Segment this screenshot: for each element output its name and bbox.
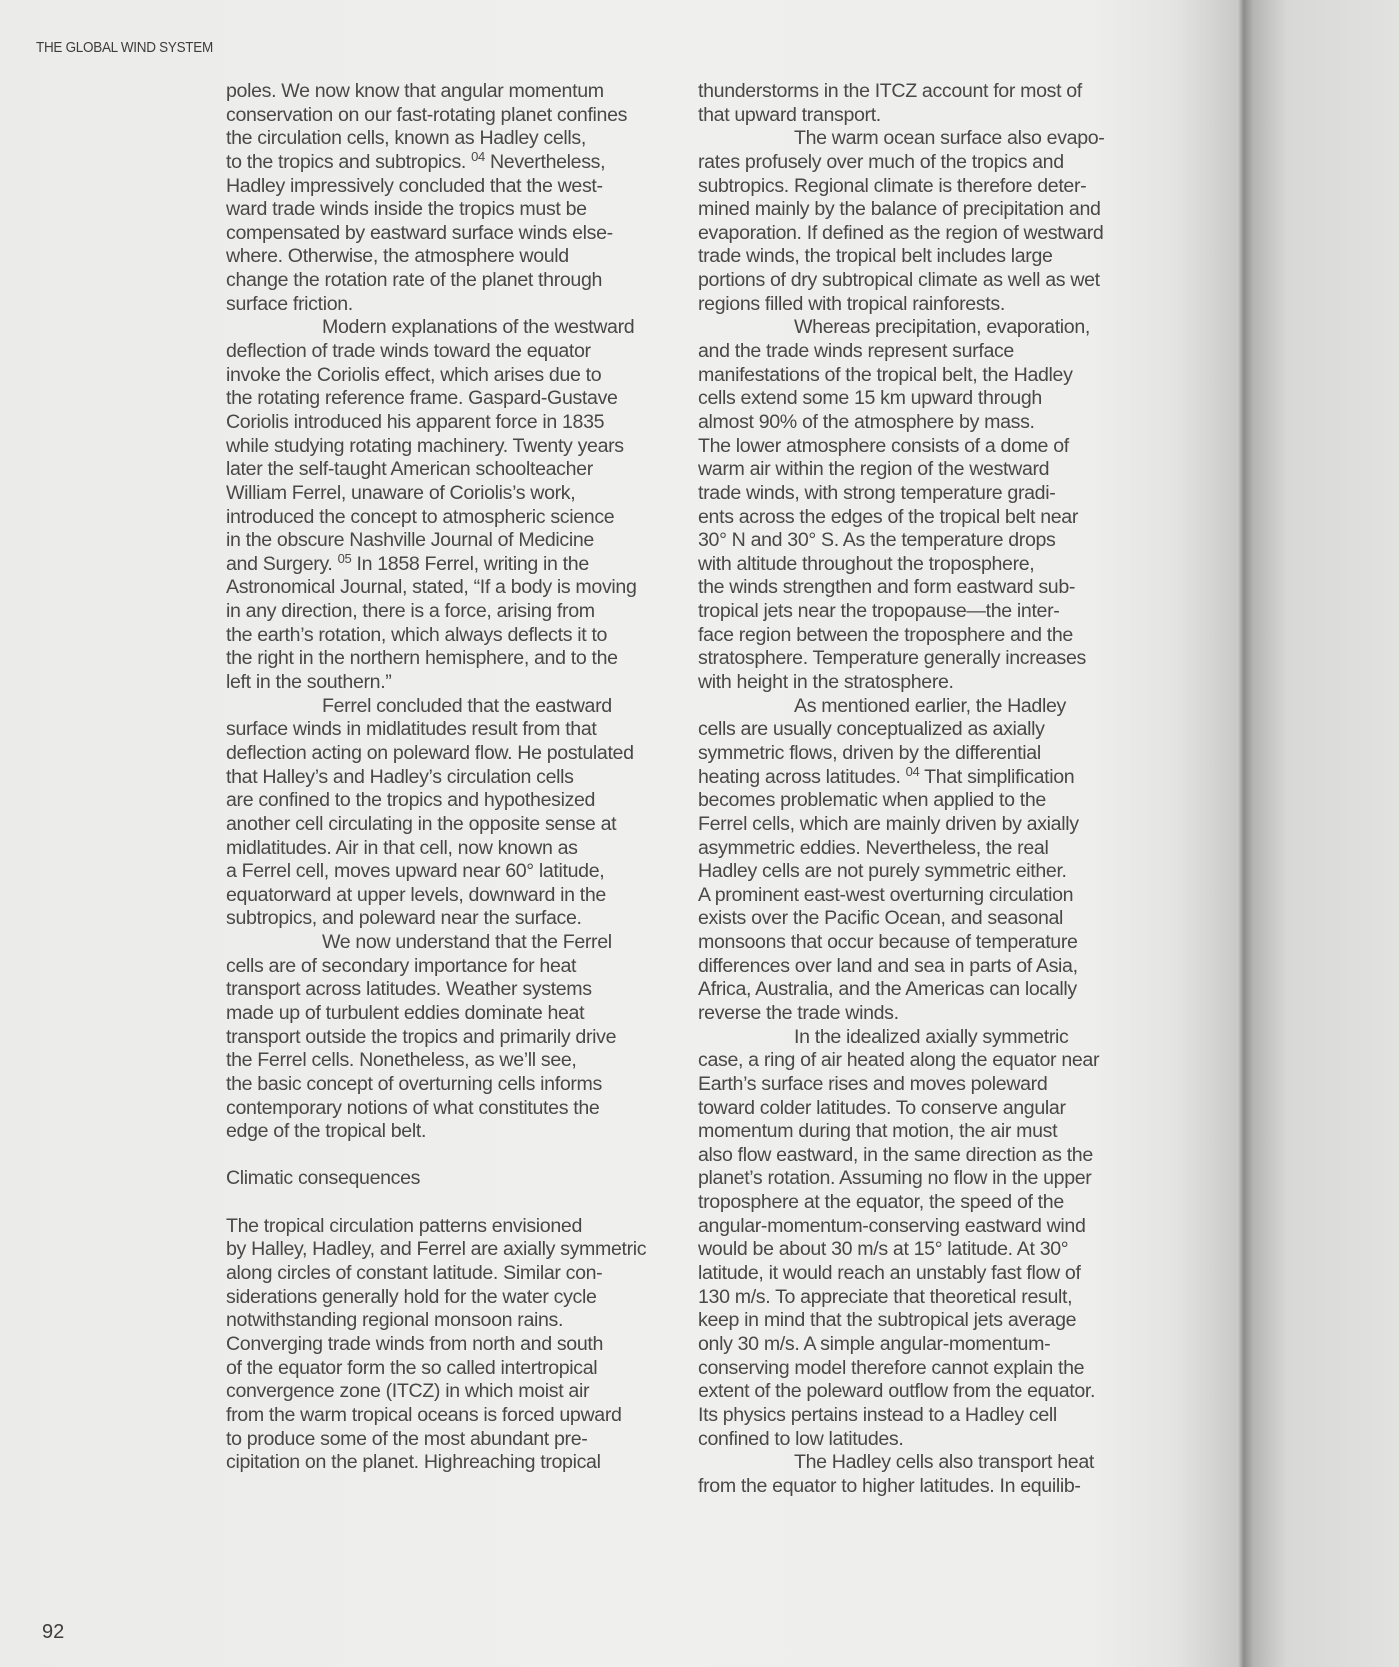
line-text: of the equator form the so called intertropical bbox=[226, 1356, 598, 1379]
text-line bbox=[226, 978, 704, 1002]
line-text: trade winds, the tropical belt includes large bbox=[698, 245, 1053, 268]
line-text: to the tropics and subtropics. bbox=[226, 150, 466, 173]
text-line bbox=[698, 955, 1176, 979]
text-line bbox=[698, 1357, 1176, 1381]
text-line bbox=[226, 1073, 704, 1097]
line-text: with height in the stratosphere. bbox=[698, 671, 954, 694]
right-column-lines bbox=[698, 80, 1176, 1498]
line-text: A prominent east-west overturning circulation bbox=[698, 883, 1074, 906]
text-line bbox=[698, 1026, 1176, 1050]
text-line bbox=[226, 411, 704, 435]
text-line bbox=[226, 931, 704, 955]
text-line bbox=[698, 482, 1176, 506]
line-text: Hadley cells are not purely symmetric either. bbox=[698, 860, 1067, 883]
footnote-reference: 05 bbox=[337, 550, 352, 566]
text-line bbox=[698, 1215, 1176, 1239]
text-line bbox=[698, 316, 1176, 340]
line-text: the circulation cells, known as Hadley cells, bbox=[226, 127, 586, 150]
line-text: extent of the poleward outflow from the equator. bbox=[698, 1380, 1096, 1403]
text-line bbox=[698, 435, 1176, 459]
text-line bbox=[226, 600, 704, 624]
text-line bbox=[226, 1357, 704, 1381]
text-line bbox=[226, 718, 704, 742]
text-line bbox=[698, 387, 1176, 411]
text-line bbox=[698, 742, 1176, 766]
line-text: where. Otherwise, the atmosphere would bbox=[226, 245, 569, 268]
line-text: Hadley impressively concluded that the west- bbox=[226, 174, 603, 197]
line-text: by Halley, Hadley, and Ferrel are axially symmetric bbox=[226, 1238, 647, 1261]
line-text: surface friction. bbox=[226, 292, 353, 315]
line-text: The lower atmosphere consists of a dome of bbox=[698, 434, 1069, 457]
text-line bbox=[698, 245, 1176, 269]
text-line bbox=[698, 198, 1176, 222]
line-text: cipitation on the planet. Highreaching tropical bbox=[226, 1451, 601, 1474]
line-text: subtropics. Regional climate is therefore deter- bbox=[698, 174, 1087, 197]
text-line bbox=[698, 1286, 1176, 1310]
line-text: change the rotation rate of the planet through bbox=[226, 269, 603, 292]
line-text: mined mainly by the balance of precipitation and bbox=[698, 198, 1101, 221]
line-text: thunderstorms in the ITCZ account for most of bbox=[698, 80, 1082, 102]
section-heading: Climatic consequences bbox=[226, 1167, 421, 1190]
text-line bbox=[698, 1262, 1176, 1286]
text-line bbox=[698, 813, 1176, 837]
text-line bbox=[226, 506, 704, 530]
line-text: Modern explanations of the westward bbox=[322, 316, 635, 339]
line-text: exists over the Pacific Ocean, and seasonal bbox=[698, 907, 1064, 930]
text-line bbox=[226, 269, 704, 293]
line-text: 130 m/s. To appreciate that theoretical result, bbox=[698, 1285, 1073, 1308]
text-line bbox=[226, 364, 704, 388]
line-text: in any direction, there is a force, arising from bbox=[226, 600, 595, 623]
line-text: deflection acting on poleward flow. He postulated bbox=[226, 741, 634, 764]
line-text: the rotating reference frame. Gaspard-Gustave bbox=[226, 387, 618, 410]
text-line bbox=[226, 316, 704, 340]
text-line bbox=[226, 860, 704, 884]
line-text: in the obscure Nashville Journal of Medicine bbox=[226, 529, 594, 552]
text-line bbox=[226, 1380, 704, 1404]
text-line bbox=[698, 411, 1176, 435]
text-line bbox=[226, 1262, 704, 1286]
text-line bbox=[226, 789, 704, 813]
line-text: Converging trade winds from north and south bbox=[226, 1332, 604, 1355]
line-text: rates profusely over much of the tropics and bbox=[698, 150, 1064, 173]
text-line bbox=[226, 127, 704, 151]
line-text: Coriolis introduced his apparent force in 1835 bbox=[226, 410, 605, 433]
line-text: Its physics pertains instead to a Hadley cell bbox=[698, 1403, 1057, 1426]
line-text: Ferrel concluded that the eastward bbox=[322, 694, 612, 717]
line-text: the winds strengthen and form eastward sub- bbox=[698, 576, 1076, 599]
text-line bbox=[698, 1309, 1176, 1333]
text-line bbox=[226, 1286, 704, 1310]
line-text: convergence zone (ITCZ) in which moist air bbox=[226, 1380, 590, 1403]
line-text: deflection of trade winds toward the equator bbox=[226, 340, 591, 363]
text-line bbox=[698, 1333, 1176, 1357]
left-column-lines-after-heading bbox=[226, 1215, 704, 1475]
text-line bbox=[698, 600, 1176, 624]
line-text: subtropics, and poleward near the surface. bbox=[226, 907, 582, 930]
text-line bbox=[698, 1167, 1176, 1191]
line-text: cells are usually conceptualized as axially bbox=[698, 718, 1045, 741]
text-line bbox=[698, 763, 1176, 790]
text-line bbox=[226, 1002, 704, 1026]
text-line bbox=[698, 1404, 1176, 1428]
line-text: that Halley’s and Hadley’s circulation cells bbox=[226, 765, 574, 788]
line-text: conservation on our fast-rotating planet confines bbox=[226, 103, 628, 126]
text-line bbox=[698, 978, 1176, 1002]
line-text-continued: That simplification bbox=[919, 765, 1075, 788]
line-text: ents across the edges of the tropical belt near bbox=[698, 505, 1079, 528]
line-text: 30° N and 30° S. As the temperature drops bbox=[698, 529, 1056, 552]
text-line bbox=[698, 340, 1176, 364]
text-line bbox=[698, 1120, 1176, 1144]
line-text-continued: In 1858 Ferrel, writing in the bbox=[351, 552, 589, 575]
line-text-continued: Nevertheless, bbox=[484, 150, 606, 173]
line-text: the basic concept of overturning cells informs bbox=[226, 1072, 602, 1095]
text-line bbox=[698, 907, 1176, 931]
line-text: In the idealized axially symmetric bbox=[794, 1025, 1069, 1048]
text-line bbox=[226, 1309, 704, 1333]
line-text: regions filled with tropical rainforests. bbox=[698, 292, 1005, 315]
line-text: almost 90% of the atmosphere by mass. bbox=[698, 410, 1035, 433]
text-line bbox=[226, 1049, 704, 1073]
text-line bbox=[698, 127, 1176, 151]
line-text: We now understand that the Ferrel bbox=[322, 931, 612, 954]
line-text: and Surgery. bbox=[226, 552, 333, 575]
line-text: toward colder latitudes. To conserve angular bbox=[698, 1096, 1066, 1119]
text-line bbox=[698, 553, 1176, 577]
line-text: Ferrel cells, which are mainly driven by axially bbox=[698, 812, 1079, 835]
text-line bbox=[226, 837, 704, 861]
line-text: only 30 m/s. A simple angular-momentum- bbox=[698, 1332, 1051, 1355]
line-text: also flow eastward, in the same direction as the bbox=[698, 1143, 1093, 1166]
line-text: cells are of secondary importance for heat bbox=[226, 954, 577, 977]
text-column-left bbox=[226, 80, 704, 1475]
text-line bbox=[226, 1428, 704, 1452]
footnote-reference: 04 bbox=[471, 148, 485, 164]
line-text: stratosphere. Temperature generally increases bbox=[698, 647, 1086, 670]
line-text: evaporation. If defined as the region of westward bbox=[698, 221, 1104, 244]
line-text: midlatitudes. Air in that cell, now known as bbox=[226, 836, 578, 859]
line-text: the earth’s rotation, which always deflects it to bbox=[226, 623, 608, 646]
text-line bbox=[226, 955, 704, 979]
line-text: made up of turbulent eddies dominate heat bbox=[226, 1001, 585, 1024]
line-text: heating across latitudes. bbox=[698, 765, 901, 788]
text-line bbox=[698, 269, 1176, 293]
line-text: reverse the trade winds. bbox=[698, 1001, 899, 1024]
line-text: As mentioned earlier, the Hadley bbox=[794, 694, 1066, 717]
text-line bbox=[226, 458, 704, 482]
text-line bbox=[698, 860, 1176, 884]
line-text: notwithstanding regional monsoon rains. bbox=[226, 1309, 564, 1332]
line-text: transport outside the tropics and primarily drive bbox=[226, 1025, 617, 1048]
line-text: confined to low latitudes. bbox=[698, 1427, 904, 1450]
left-column-lines bbox=[226, 80, 704, 1144]
text-line bbox=[698, 1049, 1176, 1073]
text-line bbox=[226, 1097, 704, 1121]
line-text: transport across latitudes. Weather systems bbox=[226, 978, 592, 1001]
text-line bbox=[226, 695, 704, 719]
line-text: conserving model therefore cannot explain the bbox=[698, 1356, 1085, 1379]
text-line bbox=[698, 624, 1176, 648]
line-text: the Ferrel cells. Nonetheless, as we’ll see, bbox=[226, 1049, 577, 1072]
line-text: later the self-taught American schoolteacher bbox=[226, 458, 593, 481]
text-line bbox=[226, 529, 704, 553]
text-line bbox=[226, 766, 704, 790]
line-text: case, a ring of air heated along the equator near bbox=[698, 1049, 1100, 1072]
line-text: surface winds in midlatitudes result from that bbox=[226, 718, 597, 741]
text-line bbox=[226, 387, 704, 411]
line-text: from the equator to higher latitudes. In equilib- bbox=[698, 1474, 1081, 1497]
line-text: monsoons that occur because of temperature bbox=[698, 931, 1078, 954]
line-text: and the trade winds represent surface bbox=[698, 340, 1014, 363]
footnote-reference: 04 bbox=[905, 763, 920, 779]
line-text: The tropical circulation patterns envisioned bbox=[226, 1214, 582, 1237]
text-line bbox=[226, 813, 704, 837]
line-text: symmetric flows, driven by the differential bbox=[698, 741, 1041, 764]
text-line bbox=[226, 1238, 704, 1262]
running-head: THE GLOBAL WIND SYSTEM bbox=[36, 40, 213, 56]
text-line bbox=[226, 742, 704, 766]
text-line bbox=[698, 931, 1176, 955]
line-text: planet’s rotation. Assuming no flow in the upper bbox=[698, 1167, 1092, 1190]
text-line bbox=[226, 104, 704, 128]
text-line bbox=[698, 364, 1176, 388]
text-line bbox=[698, 1451, 1176, 1475]
line-text: becomes problematic when applied to the bbox=[698, 789, 1046, 812]
text-line bbox=[698, 718, 1176, 742]
text-line bbox=[698, 695, 1176, 719]
line-text: asymmetric eddies. Nevertheless, the real bbox=[698, 836, 1049, 859]
text-line bbox=[226, 148, 704, 175]
line-text: momentum during that motion, the air must bbox=[698, 1120, 1058, 1143]
text-line bbox=[226, 671, 704, 695]
line-text: warm air within the region of the westward bbox=[698, 458, 1050, 481]
line-text: another cell circulating in the opposite sense at bbox=[226, 812, 617, 835]
text-line bbox=[698, 175, 1176, 199]
line-text: trade winds, with strong temperature gradi- bbox=[698, 481, 1056, 504]
text-line bbox=[226, 907, 704, 931]
text-line bbox=[698, 80, 1176, 104]
line-text: poles. We now know that angular momentum bbox=[226, 80, 604, 102]
text-line bbox=[698, 506, 1176, 530]
text-line bbox=[226, 1451, 704, 1475]
line-text: left in the southern.” bbox=[226, 671, 392, 694]
line-text: are confined to the tropics and hypothesized bbox=[226, 789, 596, 812]
line-text: edge of the tropical belt. bbox=[226, 1120, 427, 1143]
line-text: tropical jets near the tropopause—the inter- bbox=[698, 600, 1060, 623]
text-line bbox=[698, 1144, 1176, 1168]
text-line bbox=[226, 1404, 704, 1428]
line-text: ward trade winds inside the tropics must be bbox=[226, 198, 587, 221]
line-text: from the warm tropical oceans is forced upward bbox=[226, 1403, 622, 1426]
text-line bbox=[226, 1026, 704, 1050]
line-text: The warm ocean surface also evapo- bbox=[794, 127, 1105, 150]
line-text: equatorward at upper levels, downward in the bbox=[226, 883, 606, 906]
line-text: face region between the troposphere and the bbox=[698, 623, 1073, 646]
line-text: troposphere at the equator, the speed of the bbox=[698, 1191, 1064, 1214]
line-text: Whereas precipitation, evaporation, bbox=[794, 316, 1090, 339]
text-line bbox=[698, 671, 1176, 695]
line-text: siderations generally hold for the water cycle bbox=[226, 1285, 597, 1308]
line-text: introduced the concept to atmospheric science bbox=[226, 505, 615, 528]
text-line bbox=[698, 1191, 1176, 1215]
line-text: with altitude throughout the troposphere, bbox=[698, 552, 1035, 575]
line-text: while studying rotating machinery. Twenty years bbox=[226, 434, 624, 457]
page-number: 92 bbox=[42, 1621, 65, 1643]
text-line bbox=[226, 80, 704, 104]
line-text: angular-momentum-conserving eastward wind bbox=[698, 1214, 1086, 1237]
line-text: compensated by eastward surface winds else- bbox=[226, 221, 613, 244]
text-line bbox=[226, 624, 704, 648]
text-line bbox=[698, 1238, 1176, 1262]
text-line bbox=[226, 482, 704, 506]
text-line bbox=[226, 198, 704, 222]
text-line bbox=[226, 1333, 704, 1357]
text-line bbox=[226, 222, 704, 246]
text-line bbox=[698, 529, 1176, 553]
text-line bbox=[226, 175, 704, 199]
text-line bbox=[698, 1002, 1176, 1026]
text-line bbox=[698, 458, 1176, 482]
text-line bbox=[698, 104, 1176, 128]
text-line bbox=[698, 647, 1176, 671]
line-text: keep in mind that the subtropical jets average bbox=[698, 1309, 1077, 1332]
line-text: Africa, Australia, and the Americas can locally bbox=[698, 978, 1077, 1001]
text-line bbox=[226, 884, 704, 908]
line-text: invoke the Coriolis effect, which arises due to bbox=[226, 363, 602, 386]
text-column-right bbox=[698, 80, 1176, 1498]
line-text: portions of dry subtropical climate as well as wet bbox=[698, 269, 1100, 292]
line-text: The Hadley cells also transport heat bbox=[794, 1451, 1094, 1474]
text-line bbox=[698, 576, 1176, 600]
text-line bbox=[698, 1475, 1176, 1499]
text-line bbox=[226, 293, 704, 317]
line-text: cells extend some 15 km upward through bbox=[698, 387, 1042, 410]
line-text: a Ferrel cell, moves upward near 60° latitude, bbox=[226, 860, 605, 883]
line-text: latitude, it would reach an unstably fast flow of bbox=[698, 1262, 1081, 1285]
text-line bbox=[226, 576, 704, 600]
line-text: William Ferrel, unaware of Coriolis’s work, bbox=[226, 481, 576, 504]
line-text: manifestations of the tropical belt, the Hadley bbox=[698, 363, 1073, 386]
text-line bbox=[698, 151, 1176, 175]
text-line bbox=[226, 647, 704, 671]
text-line bbox=[226, 435, 704, 459]
text-line bbox=[698, 1428, 1176, 1452]
text-line bbox=[698, 837, 1176, 861]
text-line bbox=[698, 789, 1176, 813]
text-line bbox=[226, 1120, 704, 1144]
text-line bbox=[698, 1073, 1176, 1097]
line-text: along circles of constant latitude. Similar con- bbox=[226, 1262, 603, 1285]
line-text: contemporary notions of what constitutes the bbox=[226, 1096, 600, 1119]
text-line bbox=[698, 222, 1176, 246]
text-line bbox=[226, 340, 704, 364]
line-text: that upward transport. bbox=[698, 103, 881, 126]
text-line bbox=[698, 293, 1176, 317]
line-text: the right in the northern hemisphere, and to the bbox=[226, 647, 618, 670]
text-line bbox=[226, 245, 704, 269]
text-line bbox=[698, 1097, 1176, 1121]
text-line bbox=[226, 550, 704, 577]
line-text: Earth’s surface rises and moves poleward bbox=[698, 1072, 1048, 1095]
text-line bbox=[698, 884, 1176, 908]
line-text: Astronomical Journal, stated, “If a body is moving bbox=[226, 576, 637, 599]
text-line bbox=[698, 1380, 1176, 1404]
line-text: would be about 30 m/s at 15° latitude. At 30° bbox=[698, 1238, 1069, 1261]
text-line bbox=[226, 1215, 704, 1239]
line-text: differences over land and sea in parts of Asia, bbox=[698, 954, 1078, 977]
line-text: to produce some of the most abundant pre- bbox=[226, 1427, 588, 1450]
